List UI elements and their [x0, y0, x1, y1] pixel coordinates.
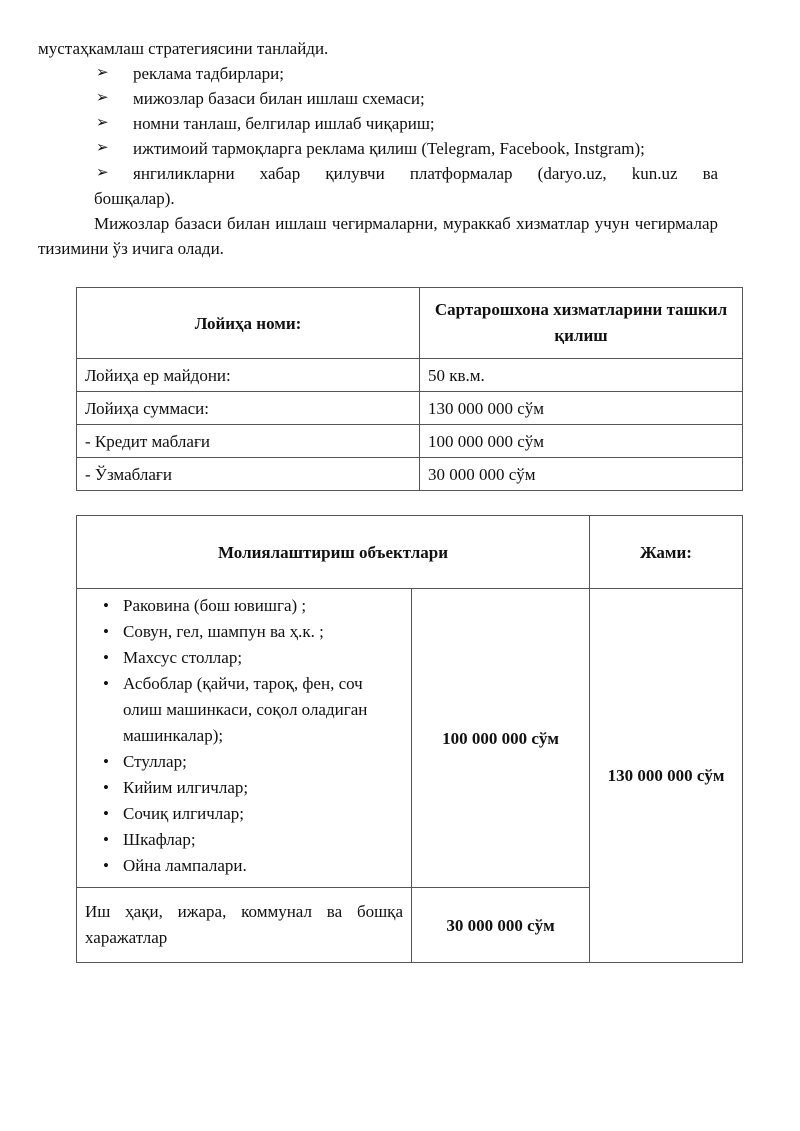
- row-label: - Ўзмаблағи: [77, 458, 420, 491]
- total-header: Жами:: [590, 516, 743, 589]
- list-item: • Сочиқ илгичлар;: [77, 801, 411, 827]
- row-value: 30 000 000 сўм: [420, 458, 743, 491]
- project-table: [76, 287, 743, 491]
- list-item: • Махсус столлар;: [77, 645, 411, 671]
- arrow-bullet-icon: ➢: [96, 65, 109, 81]
- arrow-list: [38, 61, 718, 186]
- list-item: • Раковина (бош ювишга) ;: [77, 593, 411, 619]
- row-label: Лойиҳа ер майдони:: [77, 359, 420, 392]
- list-item-continuation: бошқалар).: [94, 189, 175, 208]
- other-expenses-amount: 30 000 000 сўм: [412, 888, 590, 963]
- arrow-bullet-icon: ➢: [96, 115, 109, 131]
- list-item: • Совун, гел, шампун ва ҳ.к. ;: [77, 619, 411, 645]
- list-item: ➢ мижозлар базаси билан ишлаш схемаси;: [38, 86, 718, 111]
- table-row: [77, 359, 743, 392]
- bullet-icon: •: [103, 648, 109, 667]
- intro-line: мустаҳкамлаш стратегиясини танлайди.: [38, 39, 329, 58]
- table-row: [77, 458, 743, 491]
- row-value: 50 кв.м.: [420, 359, 743, 392]
- list-item: • Ойна лампалари.: [77, 853, 411, 879]
- bullet-icon: •: [103, 804, 109, 823]
- bullet-icon: •: [103, 752, 109, 771]
- other-expenses-label: Иш ҳақи, ижара, коммунал ва бошқа харажатлар: [77, 888, 412, 963]
- bullet-icon: •: [103, 596, 109, 615]
- bullet-icon: •: [103, 622, 109, 641]
- project-name-value: Сартарошхона хизматларини ташкил қилиш: [420, 288, 743, 359]
- bullet-icon: •: [103, 674, 109, 693]
- bullet-icon: •: [103, 778, 109, 797]
- row-label: - Кредит маблағи: [77, 425, 420, 458]
- bullet-icon: •: [103, 856, 109, 875]
- finance-objects-header: Молиялаштириш объектлари: [77, 516, 590, 589]
- list-item: ➢ ижтимоий тармоқларга реклама қилиш (Telegram, Facebook, Instgram);: [38, 136, 718, 161]
- table-row: [77, 392, 743, 425]
- row-label: Лойиҳа суммаси:: [77, 392, 420, 425]
- row-value: 130 000 000 сўм: [420, 392, 743, 425]
- list-item: • Стуллар;: [77, 749, 411, 775]
- project-name-header: Лойиҳа номи:: [77, 288, 420, 359]
- row-value: 100 000 000 сўм: [420, 425, 743, 458]
- list-item: • Шкафлар;: [77, 827, 411, 853]
- document-body: [38, 36, 718, 261]
- paragraph: Мижозлар базаси билан ишлаш чегирмаларни, мураккаб хизматлар учун чегирмалар тизимини ўз ичига олади.: [38, 214, 718, 258]
- list-item: • Асбоблар (қайчи, тароқ, фен, соч олиш машинкаси, соқол оладиган машинкалар);: [77, 671, 411, 749]
- table-row: [77, 425, 743, 458]
- list-item: ➢ номни танлаш, белгилар ишлаб чиқариш;: [38, 111, 718, 136]
- list-item: ➢ реклама тадбирлари;: [38, 61, 718, 86]
- bullet-icon: •: [103, 830, 109, 849]
- list-item: • Кийим илгичлар;: [77, 775, 411, 801]
- arrow-bullet-icon: ➢: [96, 90, 109, 106]
- equipment-list: [77, 589, 411, 887]
- arrow-bullet-icon: ➢: [96, 140, 109, 156]
- total-amount: 130 000 000 сўм: [590, 589, 743, 963]
- finance-table: [76, 515, 743, 963]
- equipment-amount: 100 000 000 сўм: [412, 589, 590, 888]
- equipment-list-cell: [77, 589, 412, 888]
- list-item: ➢ янгиликларни хабар қилувчи платформалар (daryo.uz, kun.uz ва: [38, 161, 718, 186]
- arrow-bullet-icon: ➢: [96, 165, 109, 181]
